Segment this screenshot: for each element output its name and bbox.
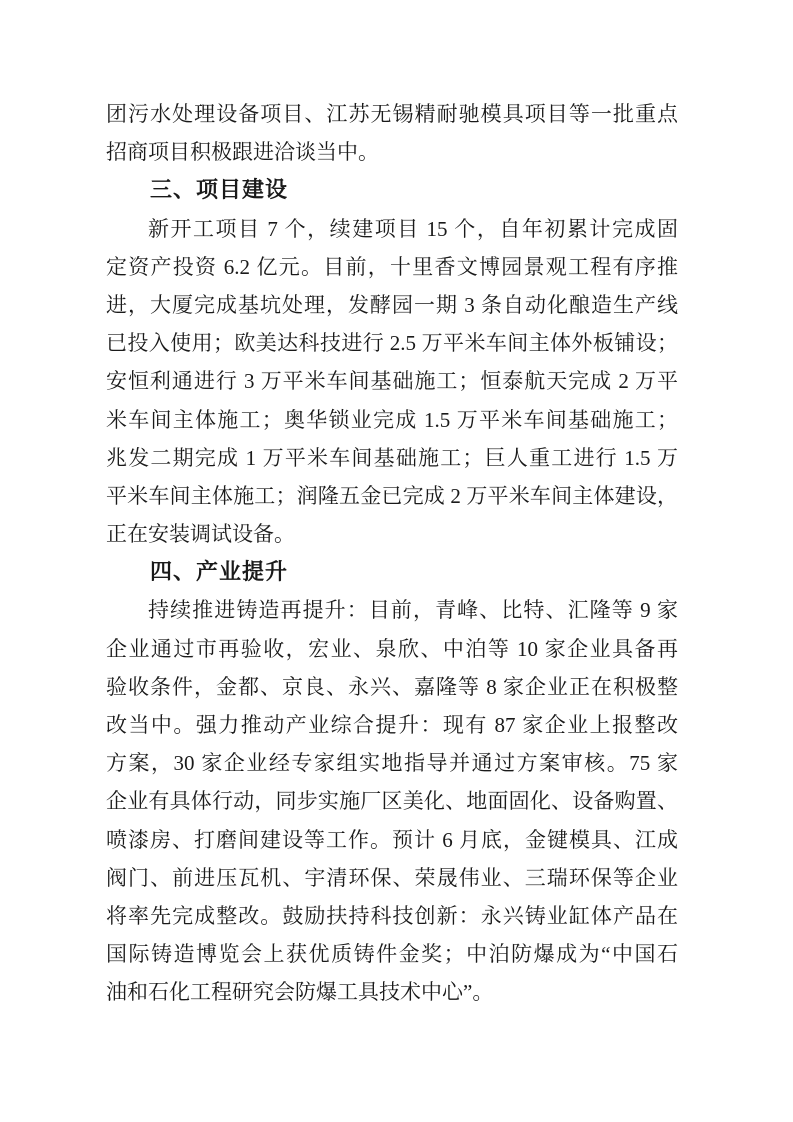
text-line: 持续推进铸造再提升：目前，青峰、比特、汇隆等 9 家	[148, 598, 678, 623]
text-line: 招商项目积极跟进洽谈当中。	[106, 140, 379, 165]
section-heading-project-construction: 三、项目建设	[150, 177, 289, 203]
section-heading-industry-upgrade: 四、产业提升	[150, 559, 289, 585]
text-line: 国际铸造博览会上获优质铸件金奖；中泊防爆成为“中国石	[106, 942, 678, 967]
text-line: 验收条件，金都、京良、永兴、嘉隆等 8 家企业正在积极整	[106, 674, 678, 699]
text-line: 新开工项目 7 个，续建项目 15 个，自年初累计完成固	[148, 216, 678, 241]
text-line: 米车间主体施工；奥华锁业完成 1.5 万平米车间基础施工；	[106, 407, 678, 432]
text-line: 团污水处理设备项目、江苏无锡精耐驰模具项目等一批重点	[106, 102, 678, 126]
text-line: 安恒利通进行 3 万平米车间基础施工；恒泰航天完成 2 万平	[106, 369, 678, 394]
text-line: 企业通过市再验收，宏业、泉欣、中泊等 10 家企业具备再	[106, 636, 678, 661]
text-line: 方案，30 家企业经专家组实地指导并通过方案审核。75 家	[106, 751, 678, 776]
text-line: 将率先完成整改。鼓励扶持科技创新：永兴铸业缸体产品在	[106, 903, 678, 928]
text-line: 企业有具体行动，同步实施厂区美化、地面固化、设备购置、	[106, 789, 678, 814]
text-line: 平米车间主体施工；润隆五金已完成 2 万平米车间主体建设，	[106, 483, 678, 508]
text-line: 油和石化工程研究会防爆工具技术中心”。	[106, 980, 494, 1005]
text-line: 喷漆房、打磨间建设等工作。预计 6 月底，金键模具、江成	[106, 827, 678, 852]
text-line: 改当中。强力推动产业综合提升：现有 87 家企业上报整改	[106, 713, 678, 737]
document-body	[106, 95, 678, 1012]
text-line: 已投入使用；欧美达科技进行 2.5 万平米车间主体外板铺设；	[106, 331, 678, 356]
text-line: 兆发二期完成 1 万平米车间基础施工；巨人重工进行 1.5 万	[106, 445, 678, 470]
text-line: 定资产投资 6.2 亿元。目前，十里香文博园景观工程有序推	[106, 254, 678, 279]
text-line: 阀门、前进压瓦机、宇清环保、荣晟伟业、三瑞环保等企业	[106, 865, 678, 890]
text-line: 正在安装调试设备。	[106, 522, 295, 547]
text-line: 进，大厦完成基坑处理，发酵园一期 3 条自动化酿造生产线	[106, 292, 678, 317]
